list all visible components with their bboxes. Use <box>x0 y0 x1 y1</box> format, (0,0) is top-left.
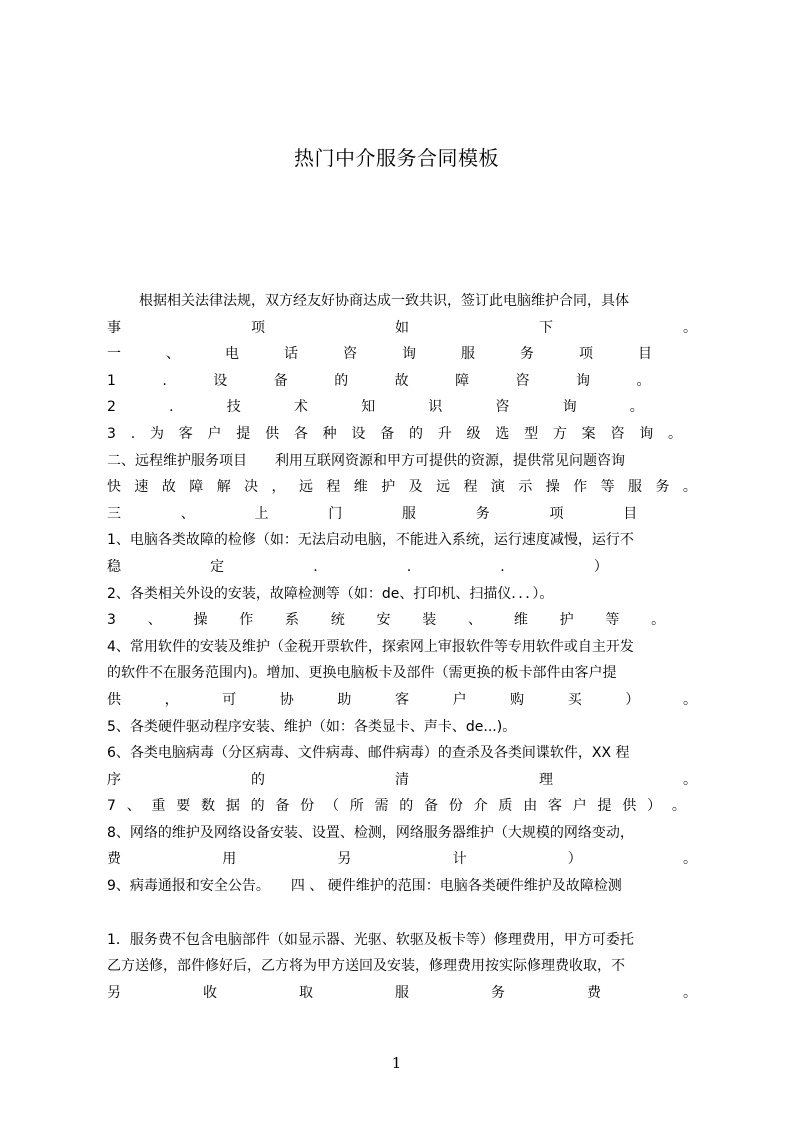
paragraph-line <box>107 421 697 448</box>
line-segment: 解 <box>216 479 231 496</box>
line-segment: 计 <box>452 851 467 868</box>
line-segment: 3 <box>107 612 116 629</box>
line-segment: 及 <box>408 479 423 496</box>
line-segment: 作 <box>573 479 588 496</box>
paragraph-line <box>107 341 697 368</box>
paragraph-line <box>107 554 697 581</box>
paragraph-line: 6、各类电脑病毒（分区病毒、文件病毒、邮件病毒）的查杀及各类间谍软件，XX 程 <box>107 745 630 762</box>
paragraph-line <box>107 474 697 501</box>
line-segment: 客 <box>547 798 562 815</box>
line-segment: 所 <box>349 798 364 815</box>
line-segment: 咨 <box>495 399 510 416</box>
line-segment: 服 <box>628 479 643 496</box>
line-segment: 份 <box>300 798 315 815</box>
line-segment: 话 <box>284 346 298 363</box>
line-segment: 咨 <box>610 425 625 442</box>
line-segment: 的 <box>334 372 349 389</box>
line-segment: 询 <box>576 372 590 389</box>
line-segment: 护 <box>559 612 574 629</box>
paragraph-line: 2、各类相关外设的安装，故障检测等（如：de、打印机、扫描仪．．．）。 <box>107 585 554 602</box>
line-segment: 。 <box>683 771 697 788</box>
line-segment: 、 <box>180 505 195 522</box>
line-segment: 。 <box>671 798 686 815</box>
paragraph-line <box>107 394 697 421</box>
line-segment: 买 <box>567 691 582 708</box>
line-segment: 需 <box>374 798 389 815</box>
line-segment: 客 <box>178 425 193 442</box>
line-segment: 等 <box>600 479 615 496</box>
paragraph-line: 9、病毒通报和安全公告。 四 、 硬件维护的范围：电脑各类硬件维护及故障检测 <box>107 878 622 895</box>
line-segment: 、 <box>126 798 141 815</box>
paragraph-line: 的软件不在服务范围内)。增加、更换电脑板卡及部件（需更换的板卡部件由客户提 <box>107 665 617 682</box>
line-segment: 方 <box>552 425 567 442</box>
line-segment: 操 <box>545 479 560 496</box>
line-segment: . <box>313 558 318 575</box>
line-segment: . <box>162 372 167 389</box>
line-segment: 的 <box>250 798 265 815</box>
line-segment: 服 <box>402 505 416 522</box>
line-segment: 序 <box>107 771 121 788</box>
line-segment: 。 <box>636 372 651 389</box>
line-segment: 协 <box>279 691 294 708</box>
line-segment: 。 <box>683 984 697 1001</box>
line-segment: 门 <box>328 505 343 522</box>
paragraph-line <box>107 501 697 528</box>
line-segment: . <box>169 399 174 416</box>
line-segment: 提 <box>597 798 612 815</box>
line-segment: 费 <box>587 984 601 1001</box>
line-segment: 可 <box>222 691 237 708</box>
line-segment: 。 <box>682 851 697 868</box>
line-segment: 维 <box>513 612 528 629</box>
line-segment: 户 <box>207 425 222 442</box>
line-segment: 项 <box>251 319 265 336</box>
line-segment: 咨 <box>515 372 530 389</box>
line-segment: 备 <box>273 372 288 389</box>
line-segment: 3 <box>107 425 116 442</box>
line-segment: 备 <box>380 425 395 442</box>
line-segment: 目 <box>638 346 652 363</box>
line-segment: 。 <box>629 399 644 416</box>
line-segment: 案 <box>581 425 596 442</box>
line-segment: 服 <box>395 984 409 1001</box>
line-segment: 1 <box>107 372 116 389</box>
line-segment: 供 <box>107 691 121 708</box>
line-segment: 供 <box>265 425 280 442</box>
line-segment: 维 <box>353 479 368 496</box>
line-segment: 询 <box>402 346 416 363</box>
line-segment: 提 <box>236 425 251 442</box>
line-segment: 速 <box>134 479 149 496</box>
line-segment: 询 <box>639 425 654 442</box>
line-segment: 户 <box>452 691 467 708</box>
line-segment: 系 <box>284 612 299 629</box>
line-segment: 各 <box>293 425 308 442</box>
line-segment: 程 <box>463 479 478 496</box>
line-segment: 备 <box>275 798 290 815</box>
paragraph-line <box>107 767 697 794</box>
line-segment: 故 <box>161 479 176 496</box>
line-segment: 。 <box>682 479 697 496</box>
line-segment: 远 <box>436 479 451 496</box>
line-segment: 电 <box>225 346 239 363</box>
line-segment: 设 <box>351 425 366 442</box>
line-segment: 如 <box>395 319 409 336</box>
line-segment: 用 <box>222 851 237 868</box>
line-segment: 客 <box>394 691 409 708</box>
line-segment: 示 <box>518 479 533 496</box>
line-segment: 的 <box>399 798 414 815</box>
line-segment: 识 <box>428 399 443 416</box>
line-segment: 费 <box>107 851 121 868</box>
line-segment: 上 <box>254 505 269 522</box>
paragraph-line: 8、网络的维护及网络设备安装、设置、检测，网络服务器维护（大规模的网络变动， <box>107 824 634 841</box>
line-segment: 。 <box>683 319 697 336</box>
line-segment: 为 <box>149 425 164 442</box>
paragraph-line: 乙方送修，部件修好后，乙方将为甲方送回及安装，修理费用按实际修理费收取，不 <box>107 958 625 975</box>
line-segment: 由 <box>523 798 538 815</box>
line-segment: 障 <box>189 479 204 496</box>
paragraph-line <box>107 368 697 395</box>
line-segment: 备 <box>424 798 439 815</box>
line-segment: 安 <box>376 612 391 629</box>
paragraph-line <box>107 900 697 927</box>
line-segment: 的 <box>408 425 423 442</box>
line-segment: 术 <box>293 399 308 416</box>
line-segment: 数 <box>201 798 216 815</box>
line-segment: 障 <box>455 372 470 389</box>
paragraph-line <box>107 607 697 634</box>
line-segment: 演 <box>490 479 505 496</box>
paragraph-line: 5、各类硬件驱动程序安装、维护（如：各类显卡、声卡、de...)。 <box>107 718 517 735</box>
document-title: 热门中介服务合同模板 <box>294 146 499 170</box>
paragraph-line <box>107 980 697 1007</box>
line-segment: 等 <box>605 612 620 629</box>
line-segment: 。 <box>682 691 697 708</box>
line-segment: . <box>406 558 412 575</box>
line-segment: 咨 <box>343 346 357 363</box>
line-segment: 定 <box>210 558 225 575</box>
line-segment: 、 <box>468 612 483 629</box>
paragraph-line: 二、远程维护服务项目 利用互联网资源和甲方可提供的资源，提供常见问题咨询 <box>107 452 625 469</box>
line-segment: 7 <box>107 798 116 815</box>
line-segment: 设 <box>213 372 228 389</box>
line-segment: 取 <box>299 984 313 1001</box>
line-segment: 故 <box>394 372 409 389</box>
line-segment: 目 <box>623 505 638 522</box>
line-segment: 购 <box>510 691 525 708</box>
line-segment: 升 <box>437 425 452 442</box>
line-segment: 收 <box>203 984 217 1001</box>
contract-body <box>107 288 697 1006</box>
line-segment: 介 <box>473 798 488 815</box>
line-segment: 询 <box>562 399 577 416</box>
line-segment: 重 <box>151 798 166 815</box>
line-segment: 务 <box>475 505 490 522</box>
line-segment: 装 <box>422 612 437 629</box>
line-segment: 的 <box>251 771 265 788</box>
line-segment: 技 <box>226 399 241 416</box>
line-segment: 户 <box>572 798 587 815</box>
line-segment: 事 <box>107 319 121 336</box>
line-segment: 、 <box>147 612 162 629</box>
line-segment: ） <box>567 851 582 868</box>
line-segment: 项 <box>549 505 564 522</box>
line-segment: 务 <box>655 479 670 496</box>
line-segment: 稳 <box>107 558 121 575</box>
line-segment: ） <box>647 798 662 815</box>
line-segment: 。 <box>668 425 682 442</box>
line-segment: 理 <box>539 771 553 788</box>
paragraph-line: 4、常用软件的安装及维护（金税开票软件，探索网上审报软件等专用软件或自主开发 <box>107 638 634 655</box>
line-segment: ） <box>625 691 640 708</box>
line-segment: 份 <box>448 798 463 815</box>
line-segment: 远 <box>298 479 313 496</box>
line-segment: 项 <box>579 346 593 363</box>
paragraph-line <box>107 687 697 714</box>
line-segment: ， <box>164 691 179 708</box>
line-segment: 操 <box>193 612 208 629</box>
line-segment: 2 <box>107 399 116 416</box>
line-segment: 级 <box>466 425 481 442</box>
line-segment: 另 <box>107 984 121 1001</box>
paragraph-line <box>107 846 697 873</box>
line-segment: 、 <box>166 346 180 363</box>
paragraph-line: 1．服务费不包含电脑部件（如显示器、光驱、软驱及板卡等）修理费用，甲方可委托 <box>107 931 634 948</box>
line-segment: 型 <box>524 425 539 442</box>
page-number: 1 <box>391 1054 402 1072</box>
line-segment: 决 <box>244 479 259 496</box>
line-segment: 一 <box>107 346 121 363</box>
line-segment: 下 <box>539 319 553 336</box>
line-segment: 知 <box>361 399 376 416</box>
line-segment: 务 <box>491 984 505 1001</box>
paragraph-line: 根据相关法律法规，双方经友好协商达成一致共识，签订此电脑维护合同，具体 <box>139 293 629 309</box>
line-segment: 清 <box>395 771 409 788</box>
line-segment: 要 <box>176 798 191 815</box>
line-segment: 。 <box>651 612 666 629</box>
line-segment: . <box>130 425 136 442</box>
line-segment: . <box>500 558 505 575</box>
line-segment: 种 <box>322 425 337 442</box>
line-segment: 护 <box>381 479 396 496</box>
line-segment: ） <box>593 558 608 575</box>
line-segment: 供 <box>622 798 637 815</box>
line-segment: 务 <box>520 346 534 363</box>
paragraph-line: 1、电脑各类故障的检修（如：无法启动电脑，不能进入系统，运行速度减慢，运行不 <box>107 532 634 549</box>
line-segment: 助 <box>337 691 352 708</box>
line-segment: （ <box>324 798 339 815</box>
line-segment: 据 <box>225 798 240 815</box>
paragraph-line <box>107 793 697 820</box>
line-segment: 质 <box>498 798 513 815</box>
line-segment: ， <box>271 479 286 496</box>
line-segment: 服 <box>461 346 475 363</box>
line-segment: 作 <box>239 612 254 629</box>
line-segment: 统 <box>330 612 345 629</box>
line-segment: 选 <box>495 425 510 442</box>
line-segment: 另 <box>337 851 352 868</box>
line-segment: 程 <box>326 479 341 496</box>
paragraph-line <box>107 315 697 342</box>
line-segment: 三 <box>107 505 121 522</box>
line-segment: 快 <box>107 479 121 496</box>
